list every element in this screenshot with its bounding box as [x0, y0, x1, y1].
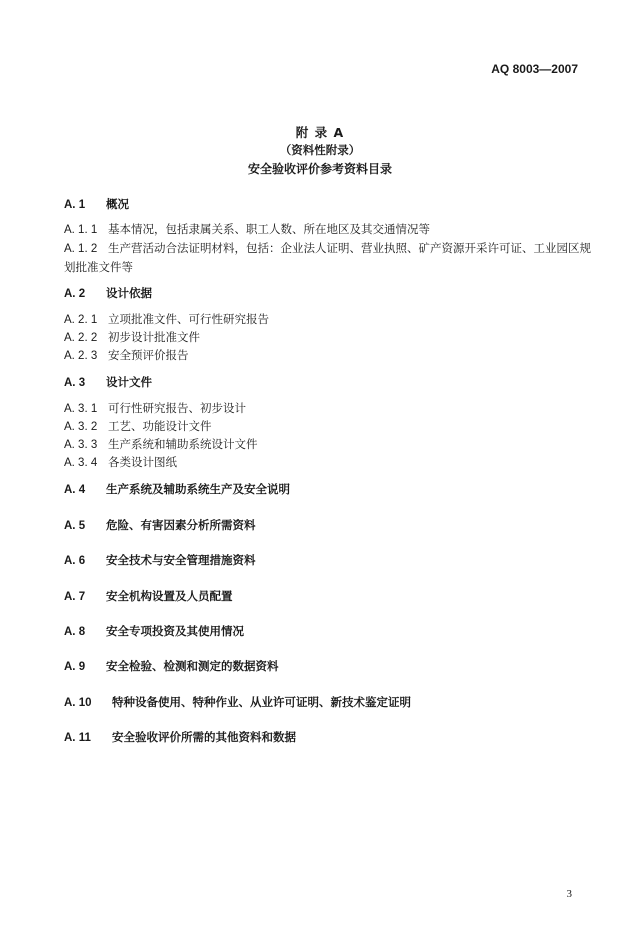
- item-text: 可行性研究报告、初步设计: [108, 401, 246, 415]
- item-text: 生产系统和辅助系统设计文件: [108, 437, 258, 451]
- item-number: A. 1. 2: [64, 243, 98, 255]
- section-item: [64, 729, 296, 746]
- section-item: [64, 374, 152, 391]
- item-number: A. 3. 1: [64, 403, 98, 415]
- item-number: A. 2. 1: [64, 314, 98, 326]
- standard-code: AQ 8003—2007: [491, 62, 578, 76]
- item-text: 安全预评价报告: [108, 348, 189, 362]
- item-number: A. 2: [64, 288, 86, 300]
- section-item: [64, 481, 290, 498]
- section-item: [64, 694, 411, 711]
- item-text: 安全技术与安全管理措施资料: [106, 553, 256, 567]
- item-text: 生产系统及辅助系统生产及安全说明: [106, 482, 290, 496]
- item-number: A. 9: [64, 661, 86, 673]
- subsection-item: [64, 329, 200, 346]
- page-number: 3: [566, 888, 572, 900]
- item-number: A. 2. 2: [64, 332, 98, 344]
- section-item: [64, 517, 256, 534]
- item-text: 设计文件: [106, 375, 152, 389]
- item-number: A. 2. 3: [64, 350, 98, 362]
- item-text: 安全检验、检测和测定的数据资料: [106, 659, 279, 673]
- item-number: A. 3. 3: [64, 439, 98, 451]
- item-number: A. 11: [64, 732, 91, 744]
- section-item: [64, 658, 279, 675]
- appendix-heading: 附 录 A: [295, 125, 345, 140]
- item-text: 安全专项投资及其使用情况: [106, 624, 244, 638]
- item-text: 生产营活动合法证明材料，包括：企业法人证明、营业执照、矿产资源开采许可证、工业园区规: [108, 241, 591, 255]
- section-item: [64, 623, 244, 640]
- section-item: [64, 588, 233, 605]
- subsection-item: [64, 436, 258, 453]
- item-text: 危险、有害因素分析所需资料: [106, 518, 256, 532]
- subsection-item: [64, 221, 430, 238]
- subsection-item: [64, 400, 246, 417]
- item-text: 设计依据: [106, 286, 152, 300]
- item-text: 安全机构设置及人员配置: [106, 589, 233, 603]
- item-text: 安全验收评价所需的其他资料和数据: [112, 730, 296, 744]
- item-text: 各类设计图纸: [108, 455, 177, 469]
- item-text: 概况: [106, 197, 129, 211]
- item-text: 立项批准文件、可行性研究报告: [108, 312, 269, 326]
- section-item: [64, 285, 152, 302]
- item-number: A. 3: [64, 377, 86, 389]
- item-number: A. 1: [64, 199, 86, 211]
- item-number: A. 4: [64, 484, 86, 496]
- appendix-title: 安全验收评价参考资料目录: [247, 162, 392, 176]
- item-number: A. 7: [64, 591, 86, 603]
- item-number: A. 1. 1: [64, 224, 98, 236]
- appendix-nature: （资料性附录）: [279, 143, 361, 157]
- section-item: [64, 552, 256, 569]
- subsection-item: [64, 240, 591, 257]
- item-number: A. 3. 4: [64, 457, 98, 469]
- item-text: 基本情况，包括隶属关系、职工人数、所在地区及其交通情况等: [108, 222, 430, 236]
- item-text: 工艺、功能设计文件: [108, 419, 212, 433]
- item-text: 初步设计批准文件: [108, 330, 200, 344]
- subsection-item: [64, 418, 212, 435]
- item-number: A. 5: [64, 520, 86, 532]
- subsection-item: [64, 311, 269, 328]
- item-continuation: 划批准文件等: [64, 260, 133, 274]
- item-number: A. 3. 2: [64, 421, 98, 433]
- subsection-item: [64, 454, 177, 471]
- item-number: A. 8: [64, 626, 86, 638]
- item-text: 特种设备使用、特种作业、从业许可证明、新技术鉴定证明: [112, 695, 411, 709]
- item-number: A. 10: [64, 697, 92, 709]
- subsection-item: [64, 347, 189, 364]
- section-item: [64, 196, 129, 213]
- item-number: A. 6: [64, 555, 86, 567]
